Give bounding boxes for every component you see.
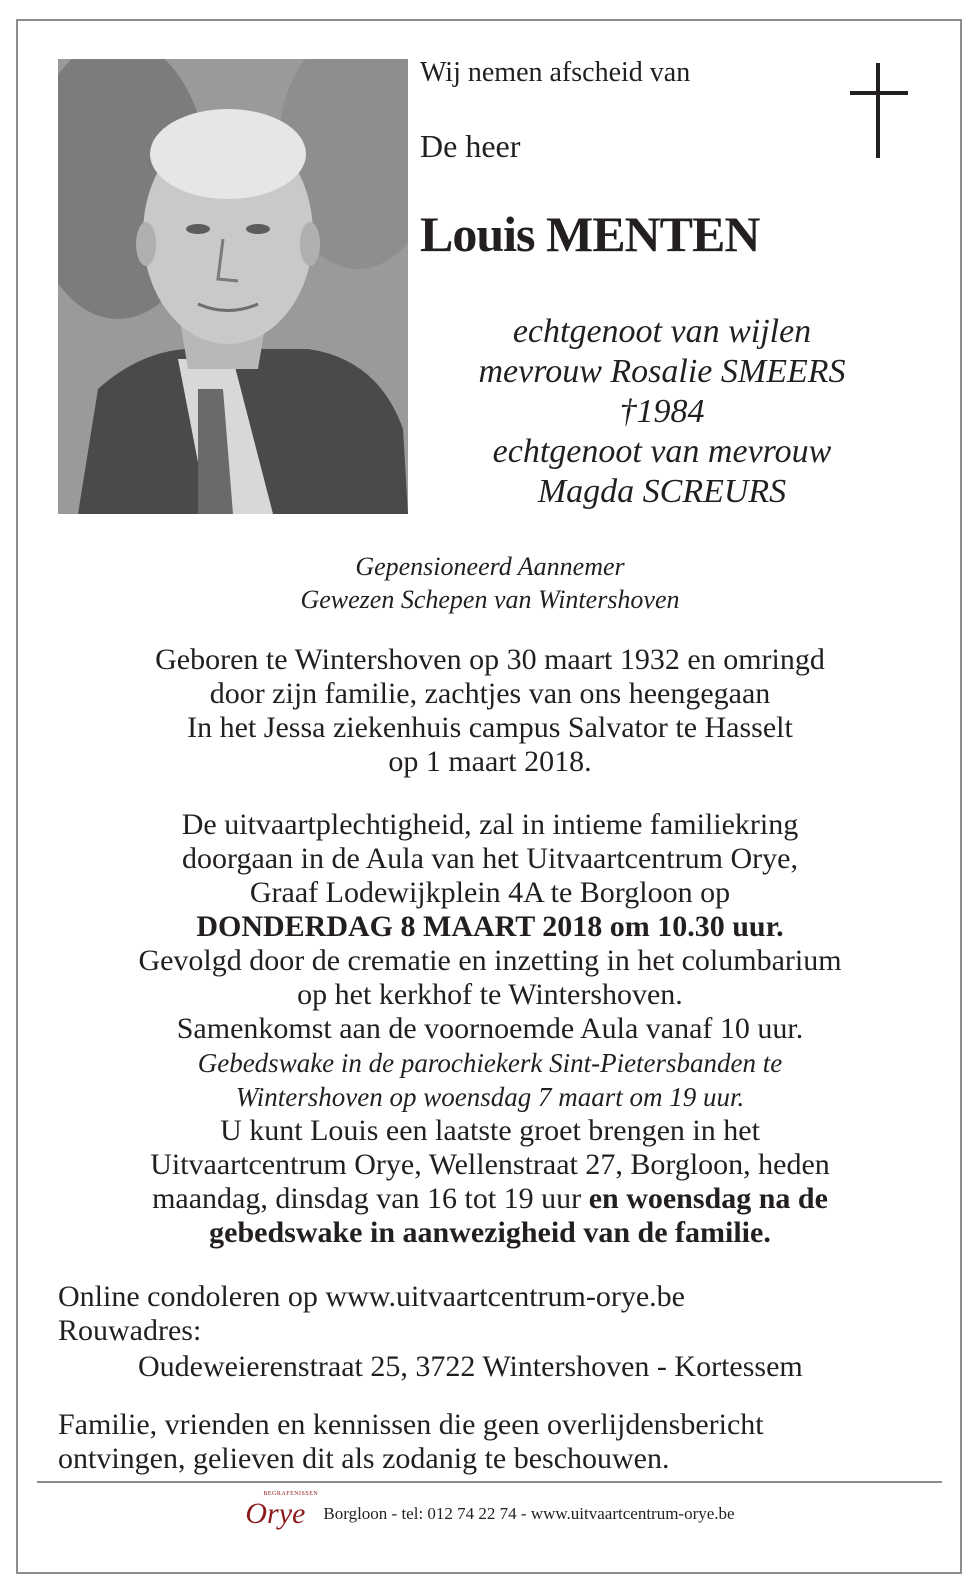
spouse-line: mevrouw Rosalie SMEERS [478, 353, 846, 390]
title-line: Gewezen Schepen van Wintershoven [300, 585, 680, 614]
birth-line: In het Jessa ziekenhuis campus Salvator te Hasselt [187, 711, 793, 744]
closing-line: Familie, vrienden en kennissen die geen overlijdensbericht [58, 1408, 764, 1441]
visiting-line [0, 1182, 980, 1216]
funeral-line: Samenkomst aan de voornoemde Aula vanaf 10 uur. [176, 1012, 804, 1045]
funeral-line: De uitvaartplechtigheid, zal in intieme familiekring [181, 808, 799, 841]
rouwadres-address: Oudeweierenstraat 25, 3722 Wintershoven - Kortessem [138, 1350, 803, 1383]
spouse-line: echtgenoot van mevrouw [492, 433, 832, 470]
orye-logo [245, 1491, 319, 1531]
vigil-line: Gebedswake in de parochiekerk Sint-Pietersbanden te [197, 1048, 783, 1078]
portrait-photo [58, 59, 408, 514]
funeral-line: op het kerkhof te Wintershoven. [297, 978, 683, 1011]
vigil-line: Wintershoven op woensdag 7 maart om 19 uur. [235, 1082, 745, 1112]
footer-divider [37, 1481, 942, 1483]
honorific: De heer [420, 128, 521, 164]
visiting-line-bold: gebedswake in aanwezigheid van de familie. [209, 1216, 771, 1249]
birth-line: door zijn familie, zachtjes van ons heengegaan [209, 677, 771, 710]
footer [0, 1491, 980, 1531]
funeral-line: doorgaan in de Aula van het Uitvaartcentrum Orye, [182, 842, 798, 875]
spouse-line: echtgenoot van wijlen [512, 313, 812, 350]
cross-icon [850, 63, 908, 158]
closing-line: ontvingen, gelieven dit als zodanig te beschouwen. [58, 1442, 670, 1475]
deceased-name: Louis MENTEN [420, 206, 760, 262]
birth-block [0, 643, 980, 779]
footer-contact: Borgloon - tel: 012 74 22 74 - www.uitvaartcentrum-orye.be [323, 1504, 735, 1523]
funeral-line: Uitvaartcentrum Orye, Wellenstraat 27, Borgloon, heden [150, 1148, 830, 1181]
funeral-line: Graaf Lodewijkplein 4A te Borgloon op [249, 876, 731, 909]
title-line: Gepensioneerd Aannemer [355, 552, 625, 581]
intro-text: Wij nemen afscheid van [420, 57, 691, 88]
funeral-date: DONDERDAG 8 MAART 2018 om 10.30 uur. [196, 910, 784, 943]
rouwadres-label: Rouwadres: [58, 1314, 202, 1347]
titles-block [0, 550, 980, 616]
spouse-block [412, 312, 912, 512]
funeral-line: Gevolgd door de crematie en inzetting in het columbarium [138, 944, 842, 977]
birth-line: op 1 maart 2018. [388, 745, 592, 778]
logo-text: Orye [245, 1497, 306, 1530]
visiting-text-bold: en woensdag na de [588, 1182, 828, 1215]
online-condolence: Online condoleren op www.uitvaartcentrum-orye.be [58, 1280, 685, 1313]
logo-subtitle: BEGRAFENISSEN [263, 1491, 319, 1497]
spouse-line: †1984 [619, 393, 705, 430]
birth-line: Geboren te Wintershoven op 30 maart 1932 en omringd [155, 643, 825, 676]
spouse-line: Magda SCREURS [537, 473, 787, 510]
funeral-line: U kunt Louis een laatste groet brengen in het [220, 1114, 760, 1147]
visiting-text: maandag, dinsdag van 16 tot 19 uur [152, 1182, 589, 1215]
funeral-block [0, 808, 980, 1250]
